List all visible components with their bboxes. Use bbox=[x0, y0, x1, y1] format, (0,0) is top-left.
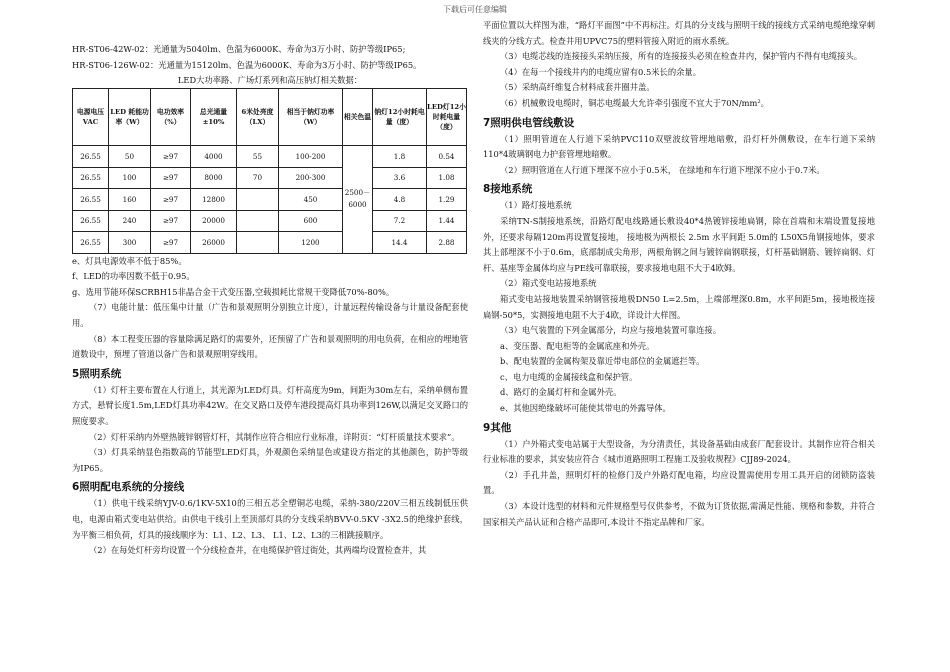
led-data-table bbox=[72, 88, 467, 254]
table-cell: 1.8 bbox=[373, 146, 427, 168]
paragraph: （1）灯杆主要布置在人行道上，其光源为LED灯具。灯杆高度为9m，间距为30m左右，采纳单侧布置方式，悬臂长度1.5m,LED灯具功率42W。在交叉路口及停车港段提高灯具功率到126W,以满足交叉路口的照度要求。 bbox=[72, 384, 468, 427]
table-row bbox=[73, 210, 467, 232]
table-header-row bbox=[73, 89, 467, 146]
table-cell: 600 bbox=[279, 210, 343, 232]
table-header: LED 耗能功率（W） bbox=[109, 89, 151, 146]
spec-line: HR-ST06-126W-02：光通量为15120lm、色温为6000K、寿命为3万小时、防护等级IP65。 bbox=[72, 59, 422, 70]
table-row bbox=[73, 167, 467, 189]
table-header: LED灯12小时耗电量（度） bbox=[427, 89, 467, 146]
table-cell: 4000 bbox=[191, 146, 237, 168]
table-header: 相关色温 bbox=[343, 89, 373, 146]
table-cell: 450 bbox=[279, 189, 343, 211]
note-line: e、灯具电源效率不低于85%。 bbox=[72, 255, 187, 266]
table-cell: 26.55 bbox=[73, 189, 109, 211]
right-column bbox=[483, 4, 875, 666]
table-cell: 26.55 bbox=[73, 146, 109, 168]
table-cell: 200-300 bbox=[279, 167, 343, 189]
left-column bbox=[72, 42, 468, 666]
table-cell: 14.4 bbox=[373, 232, 427, 254]
section-heading: 8接地系统 bbox=[483, 183, 533, 196]
table-header: 6米处亮度（LX） bbox=[237, 89, 279, 146]
paragraph: （1）照明管道在人行道下采纳PVC110双壁波纹管埋地暗敷，沿灯杆外侧敷设，在车行道下采纳110*4玻璃钢电力护套管埋地暗敷。 bbox=[483, 133, 875, 160]
paragraph: （7）电能计量：低压集中计量（广告和景观照明分别独立计度），计量远程传输设备与计量设备配套使用。 bbox=[72, 302, 468, 329]
section-heading: 6照明配电系统的分接线 bbox=[72, 481, 185, 494]
paragraph: （1）供电干线采纳YJV-0.6/1KV-5X10的三相五芯全塑铜芯电缆，采纳-380/220V三相五线制低压供电，电源由箱式变电站供给。由供电干线引上至顶部灯具的分支线采纳BVV-0.5KV -3X2.5的绝缘护套线，为平衡三相负荷，灯具的接线顺序为：L1、L2、L3、 L1、L2、L3的三相跳接顺序。 bbox=[72, 498, 468, 540]
paragraph: （3）电气装置的下列金属部分，均应与接地装置可靠连接。 bbox=[500, 325, 721, 336]
table-row bbox=[73, 232, 467, 254]
table-cell: 70 bbox=[237, 167, 279, 189]
table-cell bbox=[237, 232, 279, 254]
paragraph: 箱式变电站接地装置采纳钢管接地极DN50 L=2.5m，上端部埋深0.8m，水平间距5m，接地极连接扁钢-50*5，实测接地电阻不大于4欧，详设计大样图。 bbox=[483, 293, 875, 320]
paragraph: （2）照明管道在人行道下埋深不应小于0.5米， 在绿地和车行道下埋深不应小于0.7米。 bbox=[500, 164, 825, 175]
paragraph: （2）手孔井盖，照明灯杆的检修门及户外路灯配电箱，均应设置需使用专用工具开启的闭锁防盗装置。 bbox=[483, 469, 875, 496]
paragraph: （2）在每处灯杆旁均设置一个分线检查井，在电缆保护管过街处，其两端均设置检查井，其 bbox=[89, 545, 427, 556]
table-cell: 240 bbox=[109, 210, 151, 232]
color-temp-cell: 2500－6000 bbox=[343, 146, 373, 254]
table-cell: 0.54 bbox=[427, 146, 467, 168]
paragraph: （5）采纳高纤维复合材料成套井圈井盖。 bbox=[500, 82, 655, 93]
note-line: f、LED的功率因数不低于0.95。 bbox=[72, 271, 195, 282]
table-cell: 1.29 bbox=[427, 189, 467, 211]
table-header: 总光通量±10% bbox=[191, 89, 237, 146]
header-note: 下载后可任意编辑 bbox=[443, 5, 507, 14]
section-heading: 7照明供电管线敷设 bbox=[483, 116, 575, 129]
table-cell: 12800 bbox=[191, 189, 237, 211]
table-cell bbox=[237, 210, 279, 232]
paragraph: 采纳TN-S制接地系统，沿路灯配电线路通长敷设40*4热镀锌接地扁钢，除在首端和末端设置复接地外，还要求每隔120m再设置复接地， 接地极为两根长 2.5m 水平间距 5.0m的 L50X5角钢接地体，要求其上部埋深不小于0.6m，底部制成尖角形，两根角钢之间与镀锌扁钢联接，灯杆基础钢筋、镀锌扁钢、灯杆、基座等金属体均应与PE线可靠联接，要求接地电阻不大于4欧姆。 bbox=[483, 215, 875, 273]
table-cell: ≥97 bbox=[151, 210, 191, 232]
table-cell: 1.08 bbox=[427, 167, 467, 189]
list-item: e、其他因绝缘破坏可能使其带电的外露导体。 bbox=[500, 403, 671, 414]
paragraph: （2）箱式变电站接地系统 bbox=[500, 278, 597, 289]
paragraph: （6）机械敷设电缆时，铜芯电缆最大允许牵引强度不宜大于70N/mm²。 bbox=[500, 97, 769, 108]
table-cell: 26.55 bbox=[73, 232, 109, 254]
table-cell: 50 bbox=[109, 146, 151, 168]
table-cell: 1200 bbox=[279, 232, 343, 254]
paragraph: （3）电缆芯线的连接接头采纳压接，所有的连接接头必须在检查井内，保护管内不得有电缆接头。 bbox=[500, 51, 863, 62]
table-cell: 100-200 bbox=[279, 146, 343, 168]
table-cell: 26.55 bbox=[73, 167, 109, 189]
table-cell: 160 bbox=[109, 189, 151, 211]
table-cell: 1.44 bbox=[427, 210, 467, 232]
table-cell bbox=[237, 189, 279, 211]
paragraph: （3）灯具采纳显色指数高的节能型LED灯具，外观颜色采纳显色或建设方指定的其他颜色，防护等级为IP65。 bbox=[72, 447, 468, 473]
table-header: 相当于钠灯功率（W） bbox=[279, 89, 343, 146]
spec-line: HR-ST06-42W-02：光通量为5040lm、色温为6000K、寿命为3万小时、防护等级IP65; bbox=[72, 44, 406, 54]
paragraph: （8）本工程变压器的容量除满足路灯的需要外，还预留了广告和景观照明的用电负荷，在相应的埋地管道数设中，预埋了管道以备广告和景观照明穿线用。 bbox=[72, 333, 468, 360]
paragraph: （1）户外箱式变电站属于大型设备，为分清责任，其设备基础由成套厂配套设计。其制作应符合相关行业标准的要求，其安装应符合《城市道路照明工程施工及验收规程》CJJ89-2024。 bbox=[483, 438, 875, 465]
table-row bbox=[73, 189, 467, 211]
table-caption: LED大功率路、广场灯系列和高压钠灯相关数据： bbox=[177, 75, 363, 86]
table-cell: 4.8 bbox=[373, 189, 427, 211]
list-item: b、配电装置的金属构架及靠近带电部位的金属遮拦等。 bbox=[500, 356, 705, 367]
table-cell: 8000 bbox=[191, 167, 237, 189]
paragraph: （3）本设计选型的材料和元件规格型号仅供参考，不做为订货依据,需满足性能、规格和参数，并符合国家相关产品认证和合格产品即可,本设计不指定品牌和厂家。 bbox=[483, 501, 875, 527]
section-heading: 5照明系统 bbox=[72, 367, 122, 380]
table-cell: ≥97 bbox=[151, 189, 191, 211]
paragraph: （4）在每一个接线井内的电缆应留有0.5米长的余量。 bbox=[500, 66, 702, 77]
paragraph: （1）路灯接地系统 bbox=[500, 200, 572, 211]
list-item: a、变压器、配电柜等的金属底座和外壳。 bbox=[500, 340, 655, 351]
paragraph: 平面位置以大样图为准，“路灯平面图”中不再标注。灯具的分支线与照明干线的接线方式采纳电缆绝缘穿刺线夹的分线方式。检查井用UPVC75的塑料管接入附近的雨水系统。 bbox=[483, 20, 875, 46]
table-cell: 3.6 bbox=[373, 167, 427, 189]
section-heading: 9其他 bbox=[483, 421, 512, 434]
note-line: g、选用节能环保SCRBH15非晶合金干式变压器,空载损耗比常规干变降低70%-80%。 bbox=[72, 286, 395, 297]
table-cell: 26.55 bbox=[73, 210, 109, 232]
table-cell: 26000 bbox=[191, 232, 237, 254]
table-cell: ≥97 bbox=[151, 146, 191, 168]
table-row bbox=[73, 146, 467, 168]
table-cell: 7.2 bbox=[373, 210, 427, 232]
table-header: 电功效率（%） bbox=[151, 89, 191, 146]
table-cell: 100 bbox=[109, 167, 151, 189]
table-cell: 2.88 bbox=[427, 232, 467, 254]
list-item: d、路灯的金属灯杆和金属外壳。 bbox=[500, 387, 622, 398]
table-cell: 300 bbox=[109, 232, 151, 254]
table-header: 电源电压VAC bbox=[73, 89, 109, 146]
paragraph: （2）灯杆采纳内外壁热镀锌钢管灯杆，其制作应符合相应行业标准，详附页：“灯杆质量技术要求”。 bbox=[89, 431, 460, 442]
table-header: 钠灯12小时耗电量（度） bbox=[373, 89, 427, 146]
table-cell: 55 bbox=[237, 146, 279, 168]
table-cell: ≥97 bbox=[151, 167, 191, 189]
table-cell: 20000 bbox=[191, 210, 237, 232]
table-cell: ≥97 bbox=[151, 232, 191, 254]
list-item: c、电力电缆的金属接线盒和保护管。 bbox=[500, 371, 638, 382]
